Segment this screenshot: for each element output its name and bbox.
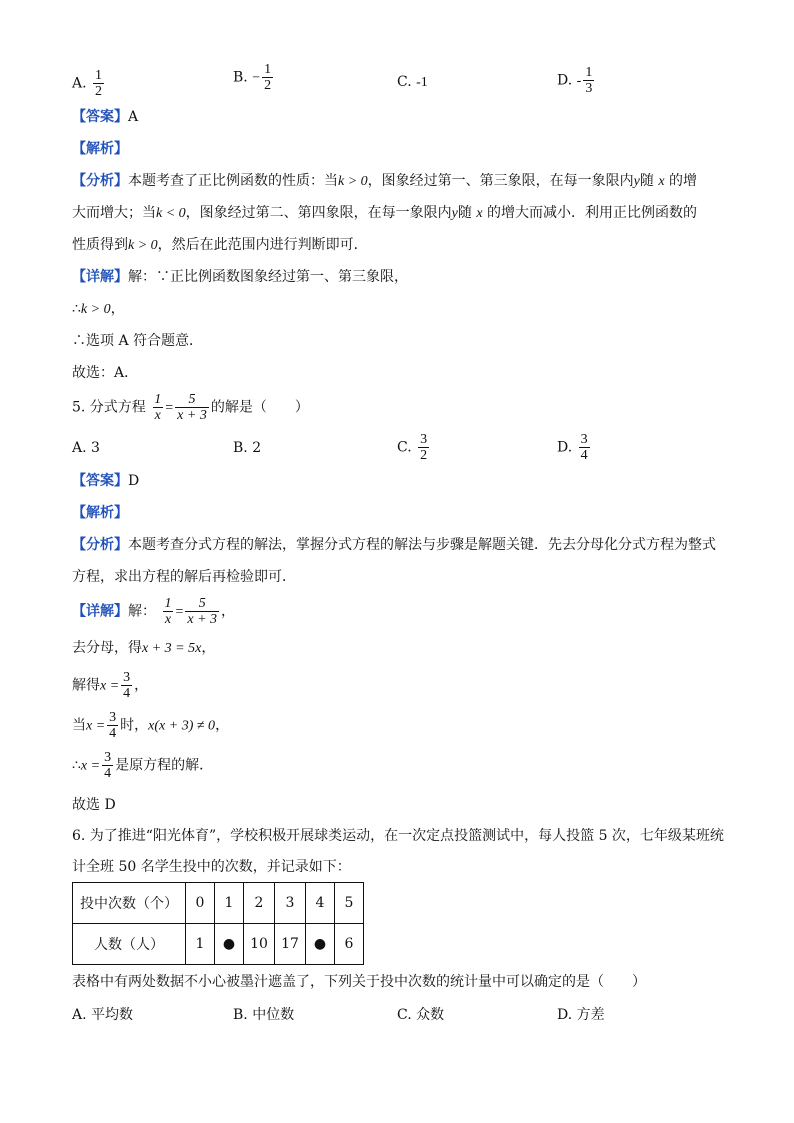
- q6-question: 表格中有两处数据不小心被墨汁遮盖了，下列关于投中次数的统计量中可以确定的是（ ）: [72, 974, 646, 990]
- q4-option-a: A. $\frac{1}{2}$: [72, 68, 103, 99]
- q4-option-b: B. − $\frac{1}{2}$: [233, 62, 272, 93]
- q4-option-d: D. - $\frac{1}{3}$: [557, 65, 593, 96]
- q5-conclusion: 故选 D: [72, 797, 116, 813]
- q6-option-c: C. 众数: [397, 1007, 445, 1023]
- table-header-cell: 投中次数（个）: [73, 883, 186, 924]
- table-cell: 2: [244, 883, 275, 924]
- q4-xiangjie: 【详解】解：∵正比例函数图象经过第一、第三象限，: [72, 269, 408, 285]
- q5-xiangjie: 【详解】解： $\frac{1}{x}$ = $\frac{5}{x + 3}$ ，: [72, 596, 236, 627]
- q5-stem: 5. 分式方程 $\frac{1}{x}$ = $\frac{5}{x + 3}$ 的解是（ ）: [72, 392, 309, 423]
- q4-analysis-label: 【解析】: [72, 141, 128, 157]
- q5-option-a: A. 3: [72, 440, 100, 456]
- q4-answer: 【答案】A: [72, 109, 139, 125]
- q6-option-a: A. 平均数: [72, 1007, 134, 1023]
- fraction: $\frac{1}{2}$: [264, 62, 272, 93]
- table-row: [73, 924, 364, 965]
- q6-stem-line-2: 计全班 50 名学生投中的次数，并记录如下：: [72, 859, 351, 875]
- q6-option-b: B. 中位数: [233, 1007, 295, 1023]
- q4-fenxi-line-1: 【分析】本题考查了正比例函数的性质：当k > 0，图象经过第一、第三象限，在每一象限内y随 x 的增: [72, 173, 698, 189]
- q4-step-2: ∴选项 A 符合题意．: [72, 333, 204, 349]
- table-cell: 17: [275, 924, 306, 965]
- data-table: [72, 882, 364, 965]
- q5-option-b: B. 2: [233, 440, 262, 456]
- table-header-cell: 人数（人）: [73, 924, 186, 965]
- table-cell: 1: [215, 883, 244, 924]
- q5-option-c: C. $\frac{3}{2}$: [397, 432, 428, 463]
- table-cell: 6: [335, 924, 364, 965]
- table-cell: 1: [186, 924, 215, 965]
- fraction: $\frac{1}{3}$: [585, 65, 593, 96]
- q4-option-c: C. -1: [397, 74, 428, 90]
- q5-fenxi-line-2: 方程，求出方程的解后再检验即可．: [72, 569, 296, 585]
- table-cell: 4: [306, 883, 335, 924]
- fraction: $\frac{1}{2}$: [95, 68, 103, 99]
- q5-fenxi-line-1: 【分析】本题考查分式方程的解法，掌握分式方程的解法与步骤是解题关键．先去分母化分式方程为整式: [72, 537, 716, 553]
- q4-fenxi-line-3: 性质得到k > 0，然后在此范围内进行判断即可．: [72, 237, 368, 253]
- table-cell: 5: [335, 883, 364, 924]
- q5-answer: 【答案】D: [72, 473, 140, 489]
- table-cell: 10: [244, 924, 275, 965]
- q5-option-d: D. $\frac{3}{4}$: [557, 432, 588, 463]
- table-cell: 0: [186, 883, 215, 924]
- ink-blot-cell: ●: [306, 924, 335, 965]
- ink-blot-cell: ●: [215, 924, 244, 965]
- q4-step-1: ∴k > 0，: [72, 301, 125, 317]
- table-row: [73, 883, 364, 924]
- q5-step-1: 去分母，得x + 3 = 5x，: [72, 640, 216, 656]
- q5-step-4: ∴x = $\frac{3}{4}$ 是原方程的解．: [72, 750, 214, 781]
- table-cell: 3: [275, 883, 306, 924]
- q6-option-d: D. 方差: [557, 1007, 605, 1023]
- q5-step-2: 解得x = $\frac{3}{4}$ ，: [72, 670, 149, 701]
- q5-step-3: 当x = $\frac{3}{4}$ 时，x(x + 3) ≠ 0，: [72, 710, 230, 741]
- q5-analysis-label: 【解析】: [72, 505, 128, 521]
- q4-fenxi-line-2: 大而增大；当k < 0，图象经过第二、第四象限，在每一象限内y随 x 的增大而减小．利用正比例函数的: [72, 205, 698, 221]
- q4-conclusion: 故选：A．: [72, 365, 139, 381]
- q6-stem-line-1: 6. 为了推进“阳光体育”，学校积极开展球类运动，在一次定点投篮测试中，每人投篮 5 次，七年级某班统: [72, 828, 724, 844]
